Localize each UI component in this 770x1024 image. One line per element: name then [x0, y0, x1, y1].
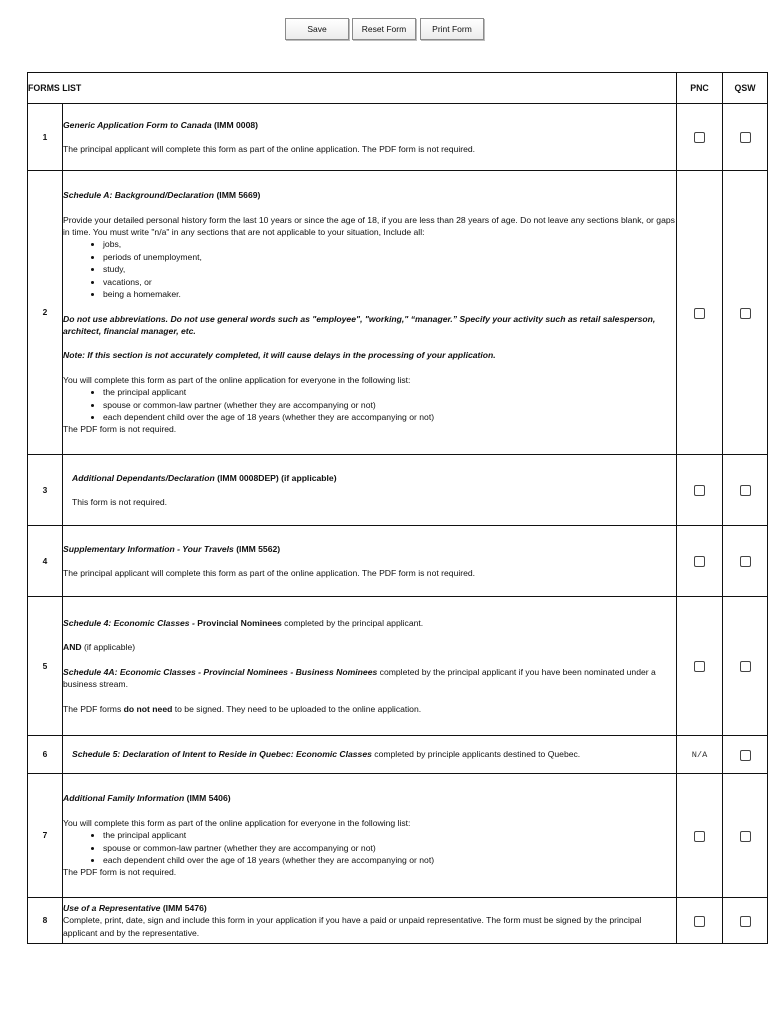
pnc-checkbox[interactable]	[694, 916, 705, 927]
pnc-column-header: PNC	[677, 73, 723, 104]
forms-list-table	[27, 72, 768, 944]
applicants-list	[63, 829, 676, 866]
row-content	[63, 774, 677, 898]
table-row	[28, 526, 768, 597]
print-form-button[interactable]: Print Form	[420, 18, 484, 40]
row-content	[63, 455, 677, 526]
list-item: • jobs,	[103, 238, 676, 250]
table-row	[28, 774, 768, 898]
row-number: 8	[28, 898, 63, 944]
qsw-checkbox[interactable]	[740, 750, 751, 761]
list-item: • the principal applicant	[103, 386, 676, 398]
table-row	[28, 171, 768, 455]
row-number: 7	[28, 774, 63, 898]
row-content	[63, 736, 677, 774]
form-title: Schedule A: Background/Declaration (IMM 5669)	[63, 190, 261, 201]
qsw-checkbox[interactable]	[740, 308, 751, 319]
table-row	[28, 736, 768, 774]
row-content	[63, 171, 677, 455]
forms-list-title: FORMS LIST	[28, 73, 677, 104]
qsw-checkbox[interactable]	[740, 485, 751, 496]
applicants-intro: You will complete this form as part of the online application for everyone in the following list:	[63, 374, 411, 385]
form-title: Additional Family Information (IMM 5406)	[63, 793, 231, 804]
row-number: 4	[28, 526, 63, 597]
list-item: • vacations, or	[103, 276, 676, 288]
save-button[interactable]: Save	[285, 18, 349, 40]
business-nominee-schedule: Schedule 4A: Economic Classes - Provincial Nominees - Business Nominees completed by the principal applicant if you have been nominated under a business stream.	[63, 666, 656, 690]
table-row	[28, 104, 768, 171]
history-list	[63, 238, 676, 300]
pnc-checkbox[interactable]	[694, 556, 705, 567]
list-item: • spouse or common-law partner (whether they are accompanying or not)	[103, 399, 676, 411]
form-description: Provide your detailed personal history form the last 10 years or since the age of 18, if you are less than 28 years of age. Do not leave any sections blank, or gaps in time. You must write "n/a" in any sections that are not applicable to your situation, Include all:	[63, 214, 675, 238]
form-title: Use of a Representative (IMM 5476)	[63, 902, 207, 913]
applicants-list	[63, 386, 676, 423]
pnc-checkbox[interactable]	[694, 308, 705, 319]
list-item: • spouse or common-law partner (whether they are accompanying or not)	[103, 842, 676, 854]
table-header-row	[28, 73, 768, 104]
row-content	[63, 597, 677, 736]
row-content	[63, 898, 677, 944]
form-toolbar	[0, 18, 770, 42]
form-title: Additional Dependants/Declaration (IMM 0008DEP) (if applicable)	[72, 472, 337, 483]
list-item: • study,	[103, 263, 676, 275]
form-title: Schedule 5: Declaration of Intent to Reside in Quebec: Economic Classes completed by principle applicants destined to Quebec.	[72, 749, 581, 760]
form-description: The principal applicant will complete this form as part of the online application. The PDF form is not required.	[63, 144, 476, 154]
row-number: 5	[28, 597, 63, 736]
form-description: The principal applicant will complete this form as part of the online application. The PDF form is not required.	[63, 568, 476, 578]
list-item: • each dependent child over the age of 18 years (whether they are accompanying or not)	[103, 854, 676, 866]
table-row	[28, 898, 768, 944]
pnc-checkbox[interactable]	[694, 132, 705, 143]
row-number: 1	[28, 104, 63, 171]
table-row	[28, 455, 768, 526]
pnc-checkbox[interactable]	[694, 661, 705, 672]
reset-form-button[interactable]: Reset Form	[352, 18, 416, 40]
and-conditional: AND (if applicable)	[63, 642, 136, 653]
pnc-checkbox[interactable]	[694, 831, 705, 842]
row-content	[63, 526, 677, 597]
list-item: • the principal applicant	[103, 829, 676, 841]
qsw-checkbox[interactable]	[740, 831, 751, 842]
accuracy-note: Note: If this section is not accurately completed, it will cause delays in the processing of your application.	[63, 350, 496, 361]
qsw-checkbox[interactable]	[740, 661, 751, 672]
pnc-checkbox[interactable]	[694, 485, 705, 496]
row-number: 3	[28, 455, 63, 526]
pnc-not-applicable: N/A	[691, 749, 708, 760]
applicants-intro: You will complete this form as part of the online application for everyone in the following list:	[63, 817, 411, 828]
qsw-checkbox[interactable]	[740, 556, 751, 567]
list-item: • being a homemaker.	[103, 288, 676, 300]
row-number: 2	[28, 171, 63, 455]
qsw-checkbox[interactable]	[740, 132, 751, 143]
signing-note: The PDF forms do not need to be signed. They need to be uploaded to the online application.	[63, 703, 422, 714]
qsw-column-header: QSW	[723, 73, 768, 104]
table-row	[28, 597, 768, 736]
form-description: Complete, print, date, sign and include this form in your application if you have a paid or unpaid representative. The form must be signed by the principal applicant and by the representative.	[63, 915, 642, 938]
row-number: 6	[28, 736, 63, 774]
form-title: Generic Application Form to Canada (IMM 0008)	[63, 119, 258, 130]
list-item: • periods of unemployment,	[103, 251, 676, 263]
form-title: Supplementary Information - Your Travels (IMM 5562)	[63, 543, 281, 554]
qsw-checkbox[interactable]	[740, 916, 751, 927]
row-content	[63, 104, 677, 171]
list-item: • each dependent child over the age of 18 years (whether they are accompanying or not)	[103, 411, 676, 423]
form-title: Schedule 4: Economic Classes - Provincial Nominees completed by the principal applicant.	[63, 617, 424, 628]
pdf-note: The PDF form is not required.	[63, 867, 177, 878]
abbreviation-warning: Do not use abbreviations. Do not use general words such as "employee", "working," “manager.” Specify your activity such as retail salesperson, architect, financial manager, etc.	[63, 313, 656, 336]
pdf-note: The PDF form is not required.	[63, 424, 177, 435]
form-description: This form is not required.	[72, 497, 168, 507]
